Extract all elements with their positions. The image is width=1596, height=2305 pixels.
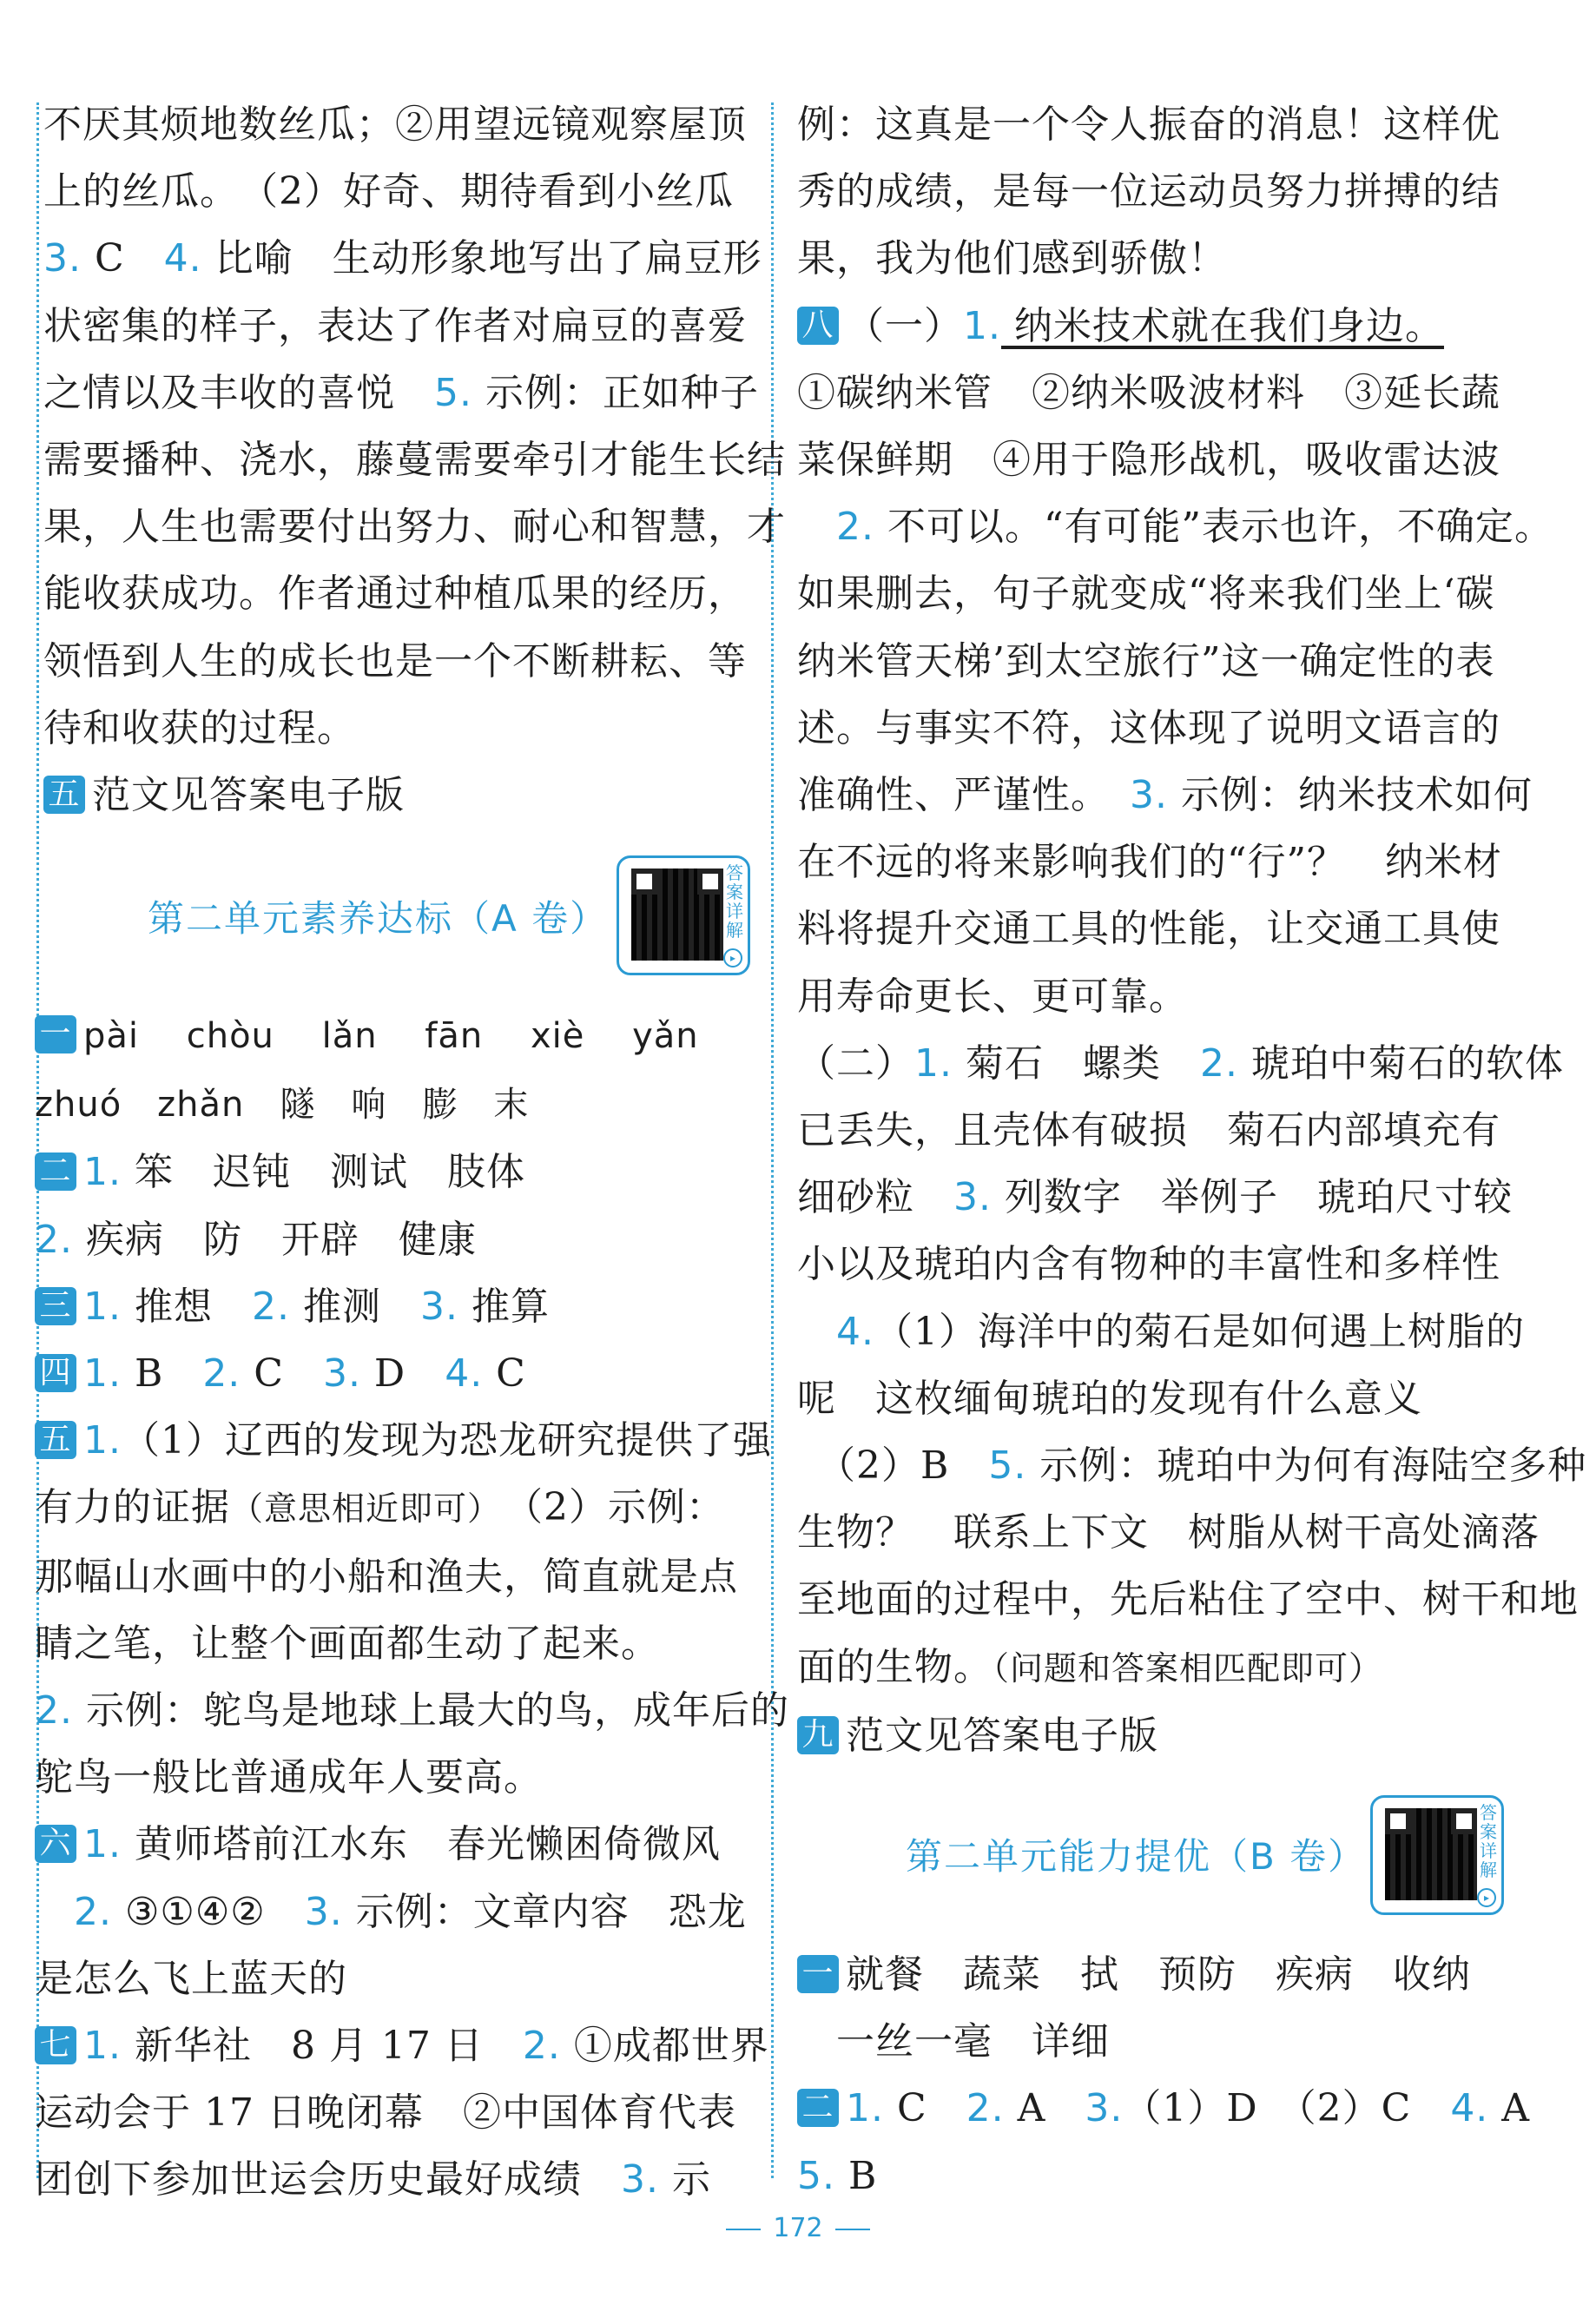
qr-label: 答案详解 xyxy=(1480,1802,1497,1880)
question-number: 2. xyxy=(966,2086,1005,2131)
question-number: 2. xyxy=(836,505,874,550)
text-line: 上的丝瓜。 （2）好奇、期待看到小丝瓜 xyxy=(43,169,734,215)
answer-text: 示例：鸵鸟是地球上最大的鸟，成年后的 xyxy=(72,1688,789,1734)
text-line: 至地面的过程中，先后粘住了空中、树干和地 xyxy=(797,1577,1579,1622)
question-number: 2. xyxy=(522,2024,561,2069)
text-line xyxy=(35,1206,764,1273)
text-line xyxy=(35,1474,764,1542)
question-number: 3. xyxy=(1085,2086,1124,2131)
answer-text: 不可以。“有可能”表示也许，不确定。 xyxy=(874,505,1553,550)
text-line: 领悟到人生的成长也是一个不断耕耘、等 xyxy=(43,638,747,684)
text-line xyxy=(797,2143,1527,2209)
answer-text: C xyxy=(483,1351,526,1397)
text-line xyxy=(797,1432,1587,1499)
answer-text: （1）D （2）C xyxy=(1123,2086,1451,2131)
text-line xyxy=(797,293,1527,360)
right-answers-top xyxy=(797,91,1587,1769)
text-line xyxy=(797,493,1553,560)
answer-text: 比喻 生动形象地写出了扁豆形 xyxy=(201,236,762,281)
question-number: 2. xyxy=(35,1217,73,1262)
question-number: 3. xyxy=(322,1351,361,1397)
question-number: 5. xyxy=(988,1443,1027,1489)
answer-text: ③①④② xyxy=(111,1889,305,1934)
question-number: 3. xyxy=(621,2157,659,2203)
text-line: 用寿命更长、更可靠。 xyxy=(797,974,1188,1019)
right-answers-bottom xyxy=(797,1941,1531,2209)
answer-text: 示例：文章内容 恐龙 xyxy=(342,1889,747,1934)
section-badge: 一 xyxy=(797,1955,839,1993)
answer-text: 准确性、严谨性。 xyxy=(797,773,1130,818)
text-line xyxy=(797,1030,1564,1097)
answer-text: D xyxy=(360,1351,445,1397)
question-number: 2. xyxy=(1199,1040,1238,1086)
answer-text: 示例：纳米技术如何 xyxy=(1167,773,1533,818)
question-number: 2. xyxy=(202,1351,241,1397)
text-line xyxy=(797,2008,1527,2075)
section-b-title: 第二单元能力提优（B 卷） xyxy=(906,1835,1367,1878)
answer-text: 面的生物。 xyxy=(797,1644,993,1689)
answer-text: B xyxy=(121,1351,203,1397)
section-badge: 六 xyxy=(35,1825,76,1863)
answer-note: （意思相近即可） xyxy=(230,1489,485,1529)
text-line xyxy=(35,1001,764,1070)
text-line: ①碳纳米管 ②纳米吸波材料 ③延长蔬 xyxy=(797,370,1500,415)
text-line xyxy=(35,2146,764,2213)
text-line: 是怎么飞上蓝天的 xyxy=(35,1956,347,2001)
section-badge: 九 xyxy=(797,1716,839,1754)
question-number: 4. xyxy=(836,1309,874,1354)
answer-text: 一丝一毫 详细 xyxy=(836,2019,1110,2064)
text-line: 果，人生也需要付出努力、耐心和智慧，才 xyxy=(43,505,786,550)
text-line: 呢 这枚缅甸琥珀的发现有什么意义 xyxy=(797,1376,1422,1421)
left-column xyxy=(35,91,789,2203)
text-line: 菜保鲜期 ④用于隐形战机，吸收雷达波 xyxy=(797,438,1500,483)
text-line xyxy=(797,1941,1527,2008)
text-line: 述。与事实不符，这体现了说明文语言的 xyxy=(797,705,1500,750)
question-number: 4. xyxy=(1450,2086,1489,2131)
play-icon: ▸ xyxy=(723,948,742,968)
section-b-header xyxy=(906,1793,1366,1915)
answer-text: 推算 xyxy=(458,1284,550,1329)
question-number: 1. xyxy=(83,2024,122,2069)
text-line: 那幅山水画中的小船和渔夫，简直就是点 xyxy=(35,1554,738,1599)
answer-text: A xyxy=(1488,2086,1531,2131)
question-number: 5. xyxy=(434,370,472,415)
text-line: 需要播种、浇水，藤蔓需要牵引才能生长结 xyxy=(43,438,786,483)
text-line xyxy=(797,1702,1527,1769)
section-badge: 二 xyxy=(797,2089,839,2127)
answer-note: （问题和答案相匹配即可） xyxy=(993,1648,1383,1687)
text-line: 在不远的将来影响我们的“行”？ 纳米材 xyxy=(797,840,1502,885)
text-line: 不厌其烦地数丝瓜；②用望远镜观察屋顶 xyxy=(43,102,747,147)
question-number: 2. xyxy=(35,1688,73,1734)
answer-text: （2）B xyxy=(836,1443,989,1489)
answer-text: 菊石 螺类 xyxy=(952,1040,1200,1086)
text-line xyxy=(797,2075,1531,2142)
question-number: 1. xyxy=(83,1351,122,1397)
answer-text: 细砂粒 xyxy=(797,1175,953,1220)
answer-text: 疾病 防 开辟 健康 xyxy=(72,1217,477,1262)
text-line: 已丢失，且壳体有破损 菊石内部填充有 xyxy=(797,1108,1500,1153)
pinyin-answers: pài chòu lǎn fān xiè yǎn xyxy=(83,1016,699,1056)
question-number: 1. xyxy=(83,1150,122,1195)
left-answers-top xyxy=(43,91,786,829)
question-number: 4. xyxy=(163,236,202,281)
section-badge: 一 xyxy=(35,1015,76,1053)
answer-text: B xyxy=(834,2153,878,2198)
qr-code-box[interactable] xyxy=(617,855,750,975)
answer-text: C xyxy=(883,2086,966,2131)
answer-text: 示例：琥珀中为何有海陆空多种 xyxy=(1026,1443,1587,1489)
section-a-header xyxy=(148,855,608,977)
text-line: 状密集的样子，表达了作者对扁豆的喜爱 xyxy=(43,303,747,348)
text-line xyxy=(35,1879,764,1945)
answer-text: 范文见答案电子版 xyxy=(92,773,405,818)
answer-text: （一） xyxy=(846,303,963,348)
text-line xyxy=(35,1811,764,1878)
section-badge: 二 xyxy=(35,1152,76,1191)
question-number: 1. xyxy=(846,2086,884,2131)
answer-text: A xyxy=(1004,2086,1085,2131)
answer-text: ①成都世界 xyxy=(560,2024,769,2069)
text-line: 秀的成绩，是每一位运动员努力拼搏的结 xyxy=(797,169,1500,215)
section-a-title: 第二单元素养达标（A 卷） xyxy=(148,897,609,940)
text-line: 如果删去，句子就变成“将来我们坐上‘碳 xyxy=(797,571,1495,617)
question-number: 5. xyxy=(797,2153,835,2198)
answer-text: C xyxy=(241,1351,323,1397)
answer-text: 黄师塔前江水东 春光懒困倚微风 xyxy=(121,1822,721,1867)
answer-text: 示 xyxy=(658,2157,711,2203)
question-number: 3. xyxy=(419,1284,458,1329)
answer-text: 推测 xyxy=(289,1284,420,1329)
footer-dash xyxy=(835,2229,870,2230)
answer-text: 示例：正如种子 xyxy=(472,370,759,415)
section-badge: 三 xyxy=(35,1287,76,1325)
text-line xyxy=(797,1164,1527,1231)
answer-text: 之情以及丰收的喜悦 xyxy=(43,370,434,415)
answer-text: 有力的证据 xyxy=(35,1485,230,1530)
text-line: 例：这真是一个令人振奋的消息！这样优 xyxy=(797,102,1500,147)
question-number: 1. xyxy=(83,1418,122,1463)
play-icon: ▸ xyxy=(1477,1888,1496,1907)
page-footer xyxy=(0,2213,1596,2243)
answer-text: 列数字 举例子 琥珀尺寸较 xyxy=(991,1175,1513,1220)
answer-text: 范文见答案电子版 xyxy=(846,1713,1158,1758)
text-line: 料将提升交通工具的性能，让交通工具使 xyxy=(797,907,1500,952)
right-column xyxy=(797,91,1587,2198)
pinyin-answers: zhuó zhǎn 隧 响 膨 末 xyxy=(35,1085,530,1126)
text-line: 能收获成功。作者通过种植瓜果的经历， xyxy=(43,571,747,617)
section-badge: 七 xyxy=(35,2026,76,2064)
text-line xyxy=(43,762,764,829)
text-line xyxy=(35,1407,772,1474)
text-line xyxy=(35,2012,769,2079)
qr-code-icon[interactable] xyxy=(631,869,723,961)
text-line xyxy=(797,1634,1527,1702)
text-line xyxy=(35,1273,764,1340)
question-number: 1. xyxy=(83,1822,122,1867)
answer-text: 新华社 8 月 17 日 xyxy=(121,2024,523,2069)
answer-text: 就餐 蔬菜 拭 预防 疾病 收纳 xyxy=(846,1952,1471,1997)
answer-text: 纳米技术就在我们身边。 xyxy=(1000,303,1444,348)
text-line: 运动会于 17 日晚闭幕 ②中国体育代表 xyxy=(35,2090,736,2136)
answer-text: 团创下参加世运会历史最好成绩 xyxy=(35,2157,621,2203)
section-badge: 五 xyxy=(43,776,85,814)
page-number: 172 xyxy=(773,2213,823,2243)
question-number: 2. xyxy=(251,1284,290,1329)
text-line xyxy=(797,762,1533,829)
question-number: 3. xyxy=(43,236,82,281)
text-line: 生物？ 联系上下文 树脂从树干高处滴落 xyxy=(797,1510,1540,1555)
text-line xyxy=(35,1139,764,1205)
answer-text: （2）示例： xyxy=(485,1485,726,1530)
answer-text: C xyxy=(81,236,164,281)
answer-text: （1）辽西的发现为恐龙研究提供了强 xyxy=(121,1418,772,1463)
footer-dash xyxy=(726,2229,761,2230)
section-badge: 五 xyxy=(35,1421,76,1459)
question-number: 3. xyxy=(1130,773,1168,818)
text-line: 待和收获的过程。 xyxy=(43,705,356,750)
question-number: 1. xyxy=(83,1284,122,1329)
left-answers-bottom xyxy=(35,1001,789,2214)
answer-text: （二） xyxy=(797,1040,914,1086)
section-badge: 四 xyxy=(35,1354,76,1392)
text-line xyxy=(797,1298,1527,1365)
answer-text: （1）海洋中的菊石是如何遇上树脂的 xyxy=(874,1309,1525,1354)
answer-text: 琥珀中菊石的软体 xyxy=(1237,1040,1564,1086)
text-line xyxy=(43,360,764,426)
qr-code-icon[interactable] xyxy=(1385,1808,1477,1900)
question-number: 1. xyxy=(914,1040,953,1086)
text-line xyxy=(35,1677,789,1744)
text-line xyxy=(35,1340,764,1407)
text-line: 纳米管天梯’到太空旅行”这一确定性的表 xyxy=(797,638,1495,684)
text-line xyxy=(43,225,764,292)
text-line: 小以及琥珀内含有物种的丰富性和多样性 xyxy=(797,1242,1500,1287)
question-number: 4. xyxy=(445,1351,484,1397)
qr-code-box[interactable] xyxy=(1370,1795,1504,1915)
center-column-rule xyxy=(771,102,774,2178)
text-line: 果，我为他们感到骄傲！ xyxy=(797,236,1227,281)
qr-label: 答案详解 xyxy=(726,862,743,941)
answer-text: 笨 迟钝 测试 肢体 xyxy=(121,1150,525,1195)
text-line: 鸵鸟一般比普通成年人要高。 xyxy=(35,1755,543,1800)
text-line: 睛之笔，让整个画面都生动了起来。 xyxy=(35,1621,660,1666)
question-number: 3. xyxy=(304,1889,343,1934)
question-number: 1. xyxy=(963,303,1001,348)
question-number: 2. xyxy=(74,1889,112,1934)
question-number: 3. xyxy=(953,1175,992,1220)
answer-text: 推想 xyxy=(121,1284,252,1329)
section-badge: 八 xyxy=(797,307,839,345)
text-line xyxy=(35,1070,764,1139)
